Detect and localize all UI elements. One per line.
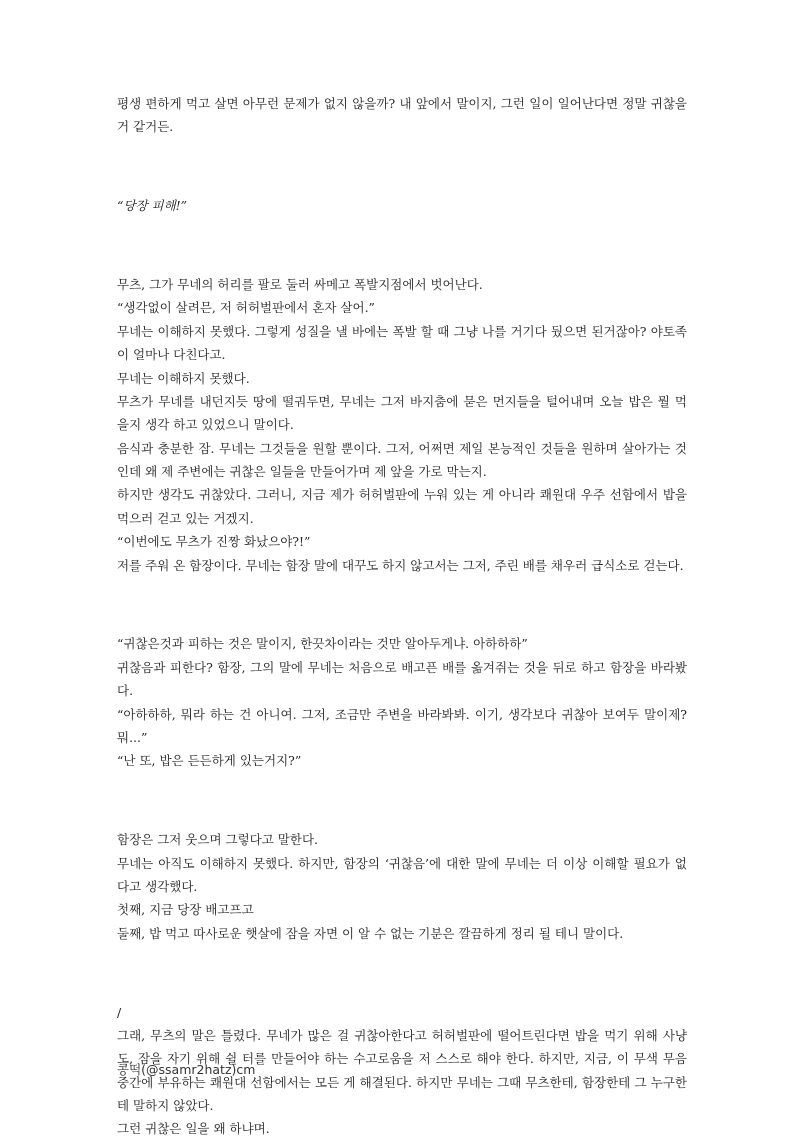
text-line: 무츠가 무네를 내던지듯 땅에 떨궈두면, 무네는 그저 바지춤에 묻은 먼지들을 털어내며 오늘 밥은 뭘 먹 — [117, 393, 687, 409]
document-body — [117, 92, 687, 1141]
blank-line — [117, 961, 687, 984]
text-line: 도, 잠을 자기 위해 쉴 터를 만들어야 하는 수고로움을 저 스스로 해야 한다. 하지만, 지금, 이 무색 무음 — [117, 1051, 687, 1067]
text-line: 다고 생각했다. — [117, 878, 198, 894]
text-line: “귀찮은것과 피하는 것은 말이지, 한끗차이라는 것만 알아두게냐. 아하하하” — [117, 636, 528, 652]
text-line: 귀찮음과 피한다? 함장, 그의 말에 무네는 처음으로 배고픈 배를 옮겨쥐는 것을 뒤로 하고 함장을 바라봤 — [117, 659, 687, 675]
text-line: “난 또, 밥은 든든하게 있는거지?” — [117, 753, 302, 769]
text-line: 그런 귀찮은 일을 왜 하냐며. — [117, 1121, 270, 1137]
text-line: 테 말하지 않았다. — [117, 1098, 214, 1114]
text-line: 이 얼마나 다친다고. — [117, 347, 226, 363]
text-line: 그래, 무츠의 말은 틀렸다. 무네가 많은 걸 귀찮아한다고 허허벌판에 떨어트린다면 밥을 먹기 위해 사냥 — [117, 1027, 687, 1043]
text-line: 다. — [117, 683, 134, 699]
text-line: “생각없이 살려믄, 저 허허벌판에서 혼자 살어.” — [117, 300, 375, 316]
text-line: 저를 주워 온 함장이다. 무네는 함장 말에 대꾸도 하지 않고서는 그저, 주린 배를 채우러 급식소로 걷는다. — [117, 557, 684, 573]
text-line: 평생 편하게 먹고 살면 아무런 문제가 없지 않을까? 내 앞에서 말이지, 그런 일이 일어난다면 정말 귀찮을 — [117, 96, 687, 111]
text-line: 거 같거든. — [117, 119, 174, 135]
text-line: / — [117, 1004, 122, 1020]
text-line: 음식과 충분한 잠. 무네는 그것들을 원할 뿐이다. 그저, 어쩌면 제일 본능적인 것들을 원하며 살아가는 것 — [117, 440, 687, 456]
text-line: 무네는 아직도 이해하지 못했다. 하지만, 함장의 ‘귀찮음’에 대한 말에 무네는 더 이상 이해할 필요가 없 — [117, 855, 687, 871]
text-line: “이번에도 무츠가 진짱 화났으야?!” — [117, 534, 311, 550]
text-line: 먹으러 걷고 있는 거겠지. — [117, 510, 254, 526]
blank-line — [117, 789, 687, 812]
text-line: 둘째, 밥 먹고 따사로운 햇살에 잠을 자면 이 알 수 없는 기분은 깔끔하게 정리 될 테니 말이다. — [117, 925, 624, 941]
blank-line — [117, 234, 687, 257]
author-credit: 콩떡(@ssamr2hatz)cm — [117, 1062, 256, 1077]
text-line: 함장은 그저 웃으며 그렇다고 말한다. — [117, 832, 318, 848]
text-line: 중간에 부유하는 쾌원대 선함에서는 모든 게 해결된다. 하지만 무네는 그때 무츠한테, 함장한테 그 누구한 — [117, 1074, 687, 1090]
text-line: “아하하하, 뭐라 하는 건 아니여. 그저, 조금만 주변을 바라봐봐. 이기, 생각보다 귀찮아 보여두 말이제? — [117, 706, 687, 722]
text-line: 첫째, 지금 당장 배고프고 — [117, 902, 254, 918]
text-line: “당장 피해!” — [117, 198, 188, 214]
blank-line — [117, 155, 687, 178]
text-line: 하지만 생각도 귀찮았다. 그러니, 지금 제가 허허벌판에 누워 있는 게 아니라 쾌원대 우주 선함에서 밥을 — [117, 487, 687, 503]
blank-line — [117, 593, 687, 616]
text-line: 무네는 이해하지 못했다. — [117, 370, 250, 386]
text-line: 무네는 이해하지 못했다. 그렇게 성질을 낼 바에는 폭발 할 때 그냥 나를 거기다 뒀으면 된거잖아? 야토족 — [117, 323, 687, 339]
text-line: 을지 생각 하고 있었으니 말이다. — [117, 417, 294, 433]
text-line: 뭐...” — [117, 729, 148, 745]
text-line: 인데 왜 제 주변에는 귀찮은 일들을 만들어가며 제 앞을 가로 막는지. — [117, 464, 487, 480]
text-line: 무츠, 그가 무네의 허리를 팔로 둘러 싸메고 폭발지점에서 벗어난다. — [117, 276, 483, 292]
